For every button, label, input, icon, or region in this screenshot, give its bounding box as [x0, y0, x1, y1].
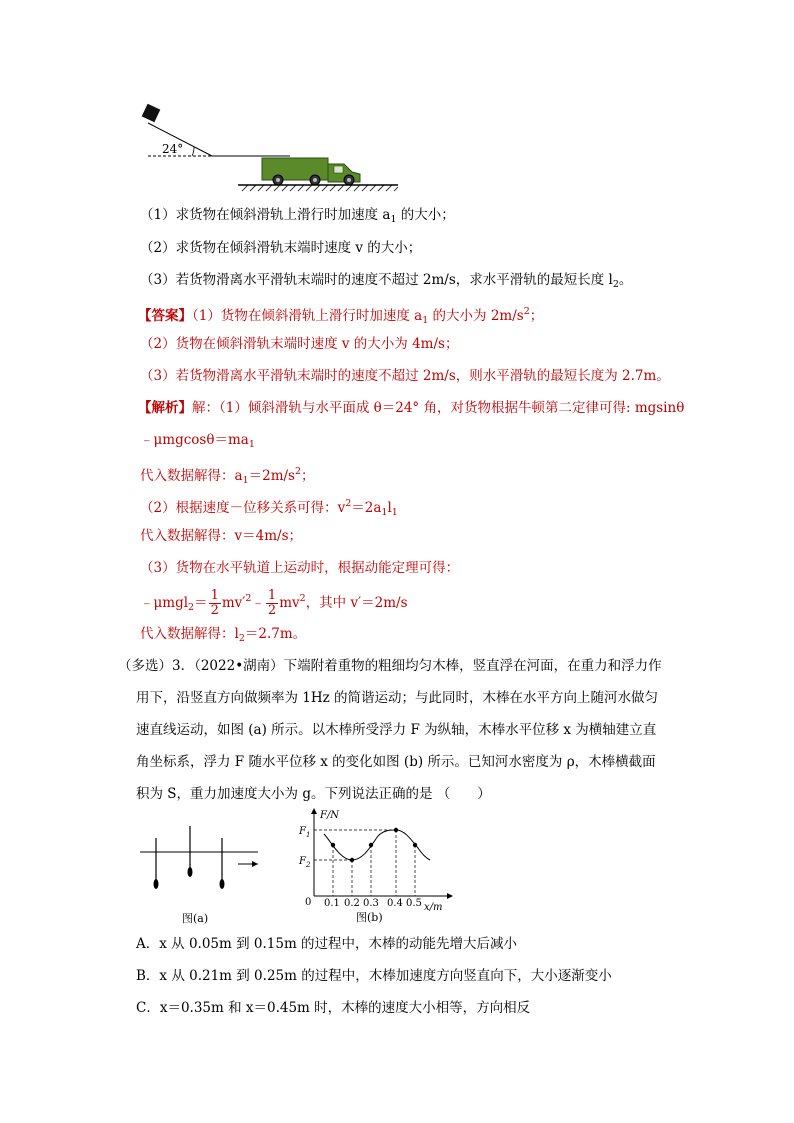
cargo-box: [142, 104, 161, 123]
ground-hatch: [242, 185, 398, 191]
truck: [262, 158, 360, 185]
point-0-4: [394, 828, 398, 832]
fraction-half-1: $\frac{1}{2}$: [210, 588, 219, 618]
angle-label: 24°: [162, 142, 184, 156]
figure-a: [138, 822, 268, 930]
analysis-line1: 【解析】解：（1）倾斜滑轨与水平面成 θ＝24° 角，对货物根据牛顿第二定律可得: mgsinθ: [138, 400, 685, 416]
figure-a-caption: 图(a): [182, 912, 209, 925]
answer-tag: 【答案】: [138, 308, 192, 324]
analysis-tag: 【解析】: [138, 400, 192, 416]
point-0-5: [413, 843, 417, 847]
tick-dashed-lines: [333, 830, 415, 896]
analysis-line3: 代入数据解得：$a_1=2m/s^2$；: [140, 466, 315, 486]
q2-part2: （2）求货物在倾斜滑轨末端时速度 v 的大小；: [140, 240, 422, 256]
y-axis-arrow: [311, 808, 317, 814]
figure-b-caption: 图(b): [356, 911, 383, 924]
f1-label: $F_1$: [299, 826, 311, 839]
q3-line2: 用下，沿竖直方向做频率为 1Hz 的简谐运动；与此同时，木棒在水平方向上随河水做匀: [136, 690, 659, 706]
analysis-line5: 代入数据解得：v＝4m/s；: [140, 528, 302, 544]
option-a: A．x 从 0.05m 到 0.15m 的过程中，木棒的动能先增大后减小: [136, 936, 518, 952]
option-c: C．x＝0.35m 和 x＝0.45m 时，木棒的速度大小相等，方向相反: [136, 1000, 531, 1016]
answer-line1: 【答案】（1）货物在倾斜滑轨上滑行时加速度 $a_1$ 的大小为 $2m/s^2$；: [138, 306, 544, 326]
fraction-half-2: $\frac{1}{2}$: [267, 588, 277, 618]
option-b: B．x 从 0.21m 到 0.25m 的过程中，木棒加速度方向竖直向下，大小逐渐变小: [136, 968, 612, 984]
stick-3: [220, 838, 225, 889]
analysis-line6: （3）货物在水平轨道上运动时，根据动能定理可得：: [140, 560, 460, 576]
y-axis-label: F/N: [320, 810, 340, 821]
answer-line3: （3）若货物滑离水平滑轨末端时的速度不超过 2m/s，则水平滑轨的最短长度为 2.7m。: [140, 368, 670, 384]
point-0-2: [350, 858, 354, 862]
q2-part3: （3）若货物滑离水平滑轨末端时的速度不超过 2m/s，求水平滑轨的最短长度 $l_2$。: [140, 272, 633, 290]
tick-label-0-3: 0.3: [363, 898, 379, 909]
x-axis-label: x/m: [424, 902, 443, 913]
tick-label-0-5: 0.5: [406, 898, 422, 909]
analysis-line4: （2）根据速度－位移关系可得：$v^2=2a_1l_1$: [140, 498, 398, 518]
analysis-line8: 代入数据解得：$l_2=2.7m$。: [140, 626, 307, 644]
origin-label: 0: [305, 897, 312, 908]
arrow-right-icon: [238, 861, 258, 867]
angle-arc: [192, 147, 194, 156]
analysis-line2: $﹣\mu mgcos\theta=ma_1$: [140, 432, 255, 450]
x-axis-arrow: [447, 893, 453, 899]
q2-part1: （1）求货物在倾斜滑轨上滑行时加速度 $a_1$ 的大小；: [140, 207, 455, 225]
tick-label-0-2: 0.2: [344, 898, 360, 909]
slide-truck-figure: [130, 98, 410, 198]
tick-label-0-1: 0.1: [324, 898, 340, 909]
f2-label: $F_2$: [299, 856, 311, 869]
point-0-1: [331, 843, 335, 847]
q3-line3: 速直线运动，如图 (a) 所示。以木棒所受浮力 F 为纵轴，木棒水平位移 x 为横轴建立直: [136, 722, 657, 738]
q3-line5: 积为 S，重力加速度大小为 g。下列说法正确的是 （ ）: [136, 786, 491, 802]
q3-line1: （多选）3．（2022•湖南）下端附着重物的粗细均匀木棒，竖直浮在河面，在重力和浮力作: [118, 658, 662, 674]
stick-1: [154, 838, 159, 889]
answer-line2: （2）货物在倾斜滑轨末端时速度 v 的大小为 4m/s；: [140, 336, 459, 352]
point-0-3: [369, 843, 373, 847]
tick-label-0-4: 0.4: [387, 898, 403, 909]
q3-line4: 角坐标系，浮力 F 随水平位移 x 的变化如图 (b) 所示。已知河水密度为 ρ，木棒横截面: [136, 754, 656, 770]
figure-b-graph: [296, 804, 466, 926]
analysis-line7: ﹣μmgl$_2$＝ $\frac{1}{2}$ $mv'^2﹣$ $\frac{1}{2}$ $mv^2$，其中 v′＝2m/s: [140, 588, 408, 618]
